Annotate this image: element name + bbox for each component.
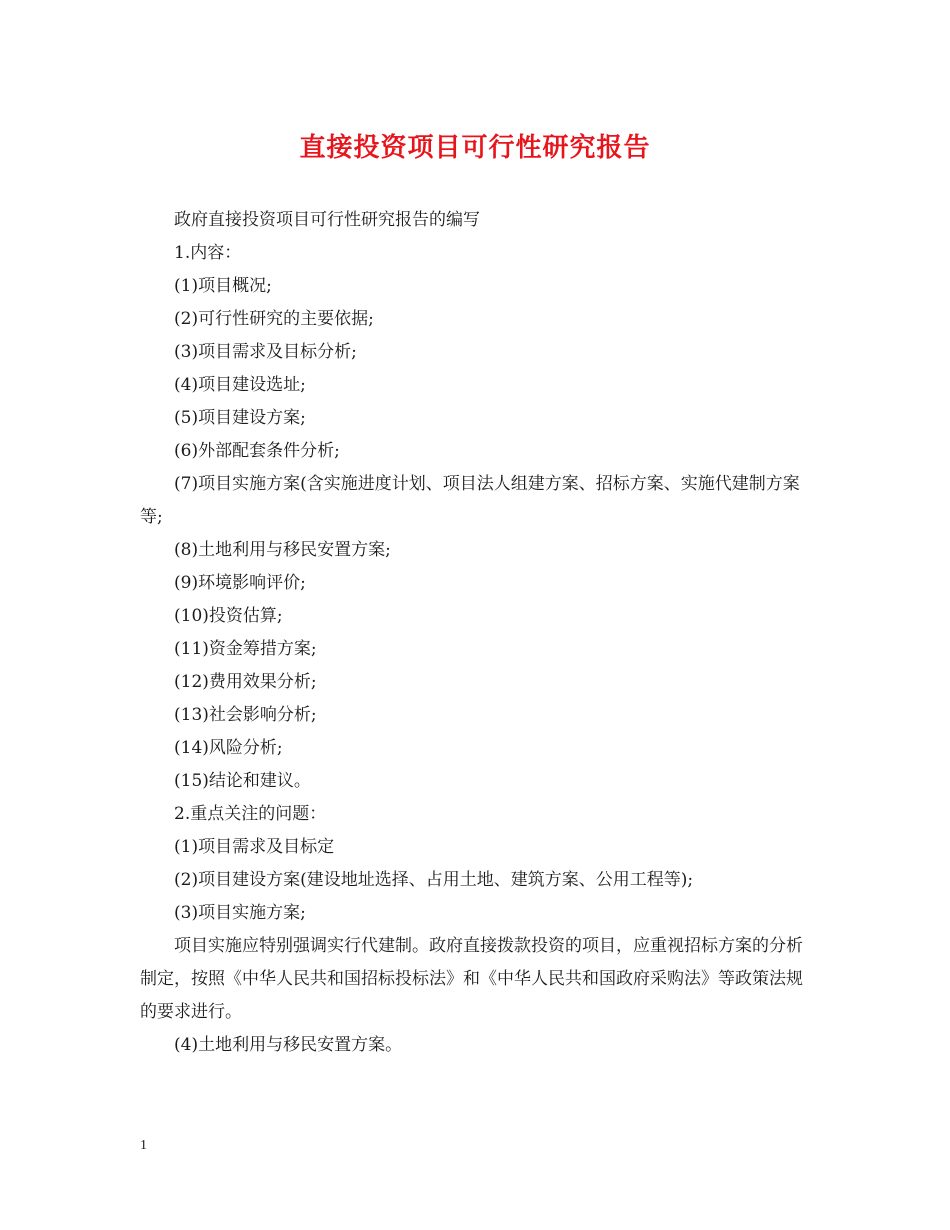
paragraph: (9)环境影响评价; — [174, 573, 306, 593]
paragraph: (2)可行性研究的主要依据; — [174, 309, 374, 329]
paragraph: (7)项目实施方案(含实施进度计划、项目法人组建方案、招标方案、实施代建制方案等; — [140, 474, 800, 527]
paragraph: 项目实施应特别强调实行代建制。政府直接拨款投资的项目，应重视招标方案的分析制定，按照《中华人民共和国招标投标法》和《中华人民共和国政府采购法》等政策法规的要求进行。 — [140, 936, 803, 1022]
page-number: 1 — [140, 1138, 147, 1153]
page-title: 直接投资项目可行性研究报告 — [299, 133, 651, 163]
paragraph: (4)土地利用与移民安置方案。 — [174, 1035, 403, 1055]
paragraph: (3)项目需求及目标分析; — [174, 342, 357, 362]
paragraph: (12)费用效果分析; — [174, 672, 317, 692]
paragraph: (15)结论和建议。 — [174, 771, 311, 791]
paragraph: (3)项目实施方案; — [174, 903, 306, 923]
paragraph: (10)投资估算; — [174, 606, 283, 626]
paragraph: (1)项目需求及目标定 — [174, 837, 335, 857]
paragraph: (13)社会影响分析; — [174, 705, 317, 725]
paragraph: 政府直接投资项目可行性研究报告的编写 — [174, 210, 480, 230]
paragraph: (6)外部配套条件分析; — [174, 441, 340, 461]
paragraph: (1)项目概况; — [174, 276, 272, 296]
paragraph: (2)项目建设方案(建设地址选择、占用土地、建筑方案、公用工程等); — [174, 870, 694, 890]
paragraph: (5)项目建设方案; — [174, 408, 306, 428]
paragraph: (11)资金筹措方案; — [174, 639, 317, 659]
paragraph: 2.重点关注的问题： — [174, 804, 327, 824]
paragraph: 1.内容： — [174, 243, 242, 263]
document-body — [140, 204, 815, 1062]
paragraph: (14)风险分析; — [174, 738, 283, 758]
paragraph: (8)土地利用与移民安置方案; — [174, 540, 391, 560]
paragraph: (4)项目建设选址; — [174, 375, 306, 395]
